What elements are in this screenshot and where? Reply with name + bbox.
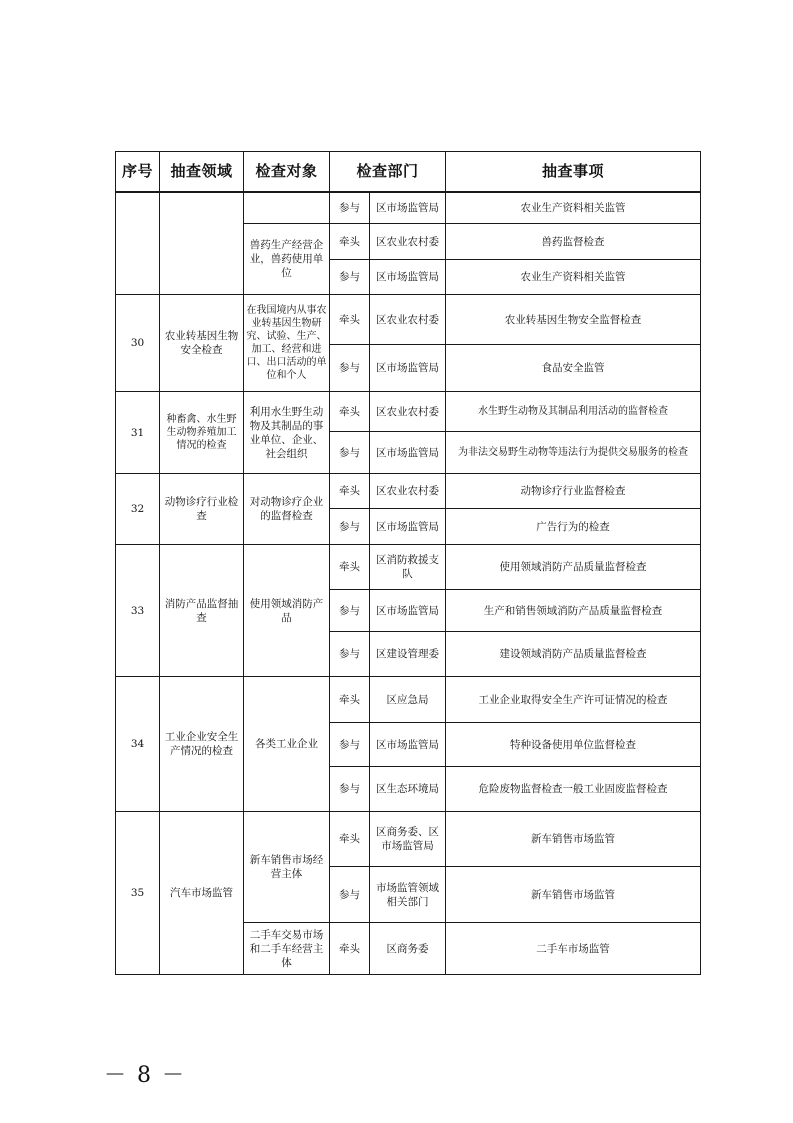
field-cell: 工业企业安全生产情况的检查 xyxy=(160,677,244,812)
field-cell: 种畜禽、水生野生动物养殖加工情况的检查 xyxy=(160,392,244,474)
item-cell: 食品安全监管 xyxy=(446,345,701,392)
serial-cell: 32 xyxy=(116,474,160,545)
dept-cell: 区农业农村委 xyxy=(370,474,446,509)
header-field: 抽查领域 xyxy=(160,152,244,192)
role-cell: 参与 xyxy=(330,260,370,295)
item-cell: 新车销售市场监管 xyxy=(446,812,701,867)
object-cell-empty xyxy=(244,192,330,224)
object-cell: 二手车交易市场和二手车经营主体 xyxy=(244,923,330,975)
dept-cell: 区市场监管局 xyxy=(370,345,446,392)
dept-cell: 区市场监管局 xyxy=(370,723,446,767)
object-cell: 对动物诊疗企业的监督检查 xyxy=(244,474,330,545)
dept-cell: 市场监管领域相关部门 xyxy=(370,867,446,923)
dept-cell: 区市场监管局 xyxy=(370,260,446,295)
serial-cell: 30 xyxy=(116,295,160,392)
dept-cell: 区市场监管局 xyxy=(370,432,446,474)
role-cell: 参与 xyxy=(330,590,370,632)
item-cell: 农业转基因生物安全监督检查 xyxy=(446,295,701,345)
role-cell: 牵头 xyxy=(330,545,370,590)
item-cell: 农业生产资料相关监管 xyxy=(446,260,701,295)
dept-cell: 区消防救援支队 xyxy=(370,545,446,590)
dept-cell: 区建设管理委 xyxy=(370,632,446,677)
role-cell: 牵头 xyxy=(330,392,370,432)
item-cell: 危险废物监督检查一般工业固废监督检查 xyxy=(446,767,701,812)
field-cell: 动物诊疗行业检查 xyxy=(160,474,244,545)
table-row xyxy=(116,192,701,224)
table-row xyxy=(116,545,701,590)
dept-cell: 区农业农村委 xyxy=(370,295,446,345)
item-cell: 特种设备使用单位监督检查 xyxy=(446,723,701,767)
role-cell: 牵头 xyxy=(330,677,370,723)
item-cell: 新车销售市场监管 xyxy=(446,867,701,923)
inspection-table xyxy=(115,151,701,975)
table-row xyxy=(116,392,701,432)
item-cell: 广告行为的检查 xyxy=(446,509,701,545)
header-serial-no: 序号 xyxy=(116,152,160,192)
serial-cell: 35 xyxy=(116,812,160,975)
item-cell: 为非法交易野生动物等违法行为提供交易服务的检查 xyxy=(446,432,701,474)
serial-cell: 34 xyxy=(116,677,160,812)
item-cell: 工业企业取得安全生产许可证情况的检查 xyxy=(446,677,701,723)
page-number: － 8 － xyxy=(104,1063,186,1088)
dept-cell: 区商务委、区市场监管局 xyxy=(370,812,446,867)
object-cell: 各类工业企业 xyxy=(244,677,330,812)
object-cell: 兽药生产经营企业，兽药使用单位 xyxy=(244,224,330,295)
dept-cell: 区市场监管局 xyxy=(370,509,446,545)
role-cell: 参与 xyxy=(330,432,370,474)
role-cell: 参与 xyxy=(330,192,370,224)
table-row xyxy=(116,677,701,723)
object-cell: 利用水生野生动物及其制品的事业单位、企业、社会组织 xyxy=(244,392,330,474)
field-cell-empty xyxy=(160,192,244,295)
field-cell: 汽车市场监管 xyxy=(160,812,244,975)
role-cell: 参与 xyxy=(330,723,370,767)
header-item: 抽查事项 xyxy=(446,152,701,192)
role-cell: 牵头 xyxy=(330,923,370,975)
item-cell: 水生野生动物及其制品利用活动的监督检查 xyxy=(446,392,701,432)
dept-cell: 区商务委 xyxy=(370,923,446,975)
role-cell: 牵头 xyxy=(330,812,370,867)
field-cell: 农业转基因生物安全检查 xyxy=(160,295,244,392)
role-cell: 参与 xyxy=(330,345,370,392)
object-cell: 新车销售市场经营主体 xyxy=(244,812,330,923)
serial-cell-empty xyxy=(116,192,160,295)
dept-cell: 区应急局 xyxy=(370,677,446,723)
serial-cell: 31 xyxy=(116,392,160,474)
dept-cell: 区市场监管局 xyxy=(370,590,446,632)
object-cell: 在我国境内从事农业转基因生物研究、试验、生产、加工、经营和进口、出口活动的单位和个人 xyxy=(244,295,330,392)
role-cell: 参与 xyxy=(330,632,370,677)
item-cell: 兽药监督检查 xyxy=(446,224,701,260)
header-department: 检查部门 xyxy=(330,152,446,192)
table-row xyxy=(116,812,701,867)
dept-cell: 区农业农村委 xyxy=(370,392,446,432)
field-cell: 消防产品监督抽查 xyxy=(160,545,244,677)
role-cell: 牵头 xyxy=(330,224,370,260)
item-cell: 农业生产资料相关监管 xyxy=(446,192,701,224)
role-cell: 牵头 xyxy=(330,295,370,345)
serial-cell: 33 xyxy=(116,545,160,677)
item-cell: 使用领域消防产品质量监督检查 xyxy=(446,545,701,590)
role-cell: 参与 xyxy=(330,767,370,812)
role-cell: 参与 xyxy=(330,867,370,923)
item-cell: 二手车市场监管 xyxy=(446,923,701,975)
table-header-row xyxy=(116,152,701,192)
item-cell: 生产和销售领域消防产品质量监督检查 xyxy=(446,590,701,632)
dept-cell: 区生态环境局 xyxy=(370,767,446,812)
role-cell: 参与 xyxy=(330,509,370,545)
role-cell: 牵头 xyxy=(330,474,370,509)
dept-cell: 区市场监管局 xyxy=(370,192,446,224)
table-row xyxy=(116,295,701,345)
item-cell: 建设领域消防产品质量监督检查 xyxy=(446,632,701,677)
header-object: 检查对象 xyxy=(244,152,330,192)
item-cell: 动物诊疗行业监督检查 xyxy=(446,474,701,509)
object-cell: 使用领域消防产品 xyxy=(244,545,330,677)
table-row xyxy=(116,474,701,509)
dept-cell: 区农业农村委 xyxy=(370,224,446,260)
